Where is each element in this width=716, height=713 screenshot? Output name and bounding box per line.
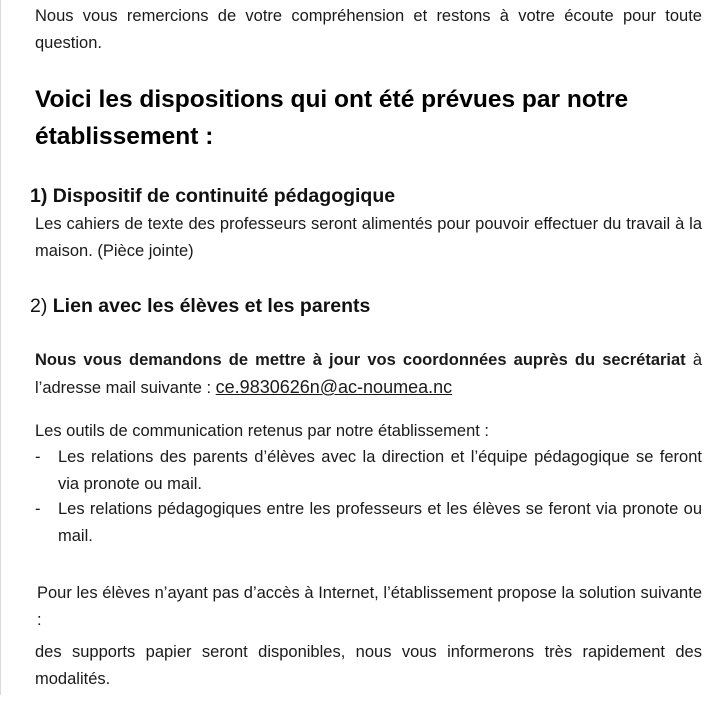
secretariat-email-link[interactable]: ce.9830626n@ac-noumea.nc xyxy=(215,377,453,397)
list-item xyxy=(35,496,702,550)
main-heading: Voici les dispositions qui ont été prévues par notre établissement : xyxy=(35,86,629,150)
list-item-text: Les relations des parents d’élèves avec la direction et l’équipe pédagogique se feront via pronote ou mail. xyxy=(58,448,702,493)
list-item xyxy=(35,444,702,498)
list-dash: - xyxy=(35,500,41,518)
section-1-number: 1) xyxy=(30,185,48,207)
list-item-text: Les relations pédagogiques entre les professeurs et les élèves se feront via pronote ou mail. xyxy=(58,500,702,545)
section-1-title: Dispositif de continuité pédagogique xyxy=(52,185,396,207)
section-1-heading xyxy=(30,183,395,209)
section-1-body: Les cahiers de texte des professeurs seront alimentés pour pouvoir effectuer du travail à la maison. (Pièce jointe) xyxy=(35,215,702,260)
internet-access-note: Pour les élèves n’ayant pas d’accès à Internet, l’établissement propose la solution suivante : xyxy=(37,584,702,629)
section-2-title: Lien avec les élèves et les parents xyxy=(52,295,371,317)
contact-update-request xyxy=(35,347,702,402)
section-2-number: 2) xyxy=(30,295,48,317)
communication-tools-intro: Les outils de communication retenus par notre établissement : xyxy=(35,422,489,440)
section-2-heading xyxy=(30,293,370,319)
intro-paragraph: Nous vous remercions de votre compréhension et restons à votre écoute pour toute question. xyxy=(35,7,702,52)
request-normal-text: à l’adresse mail suivante : xyxy=(35,351,703,397)
paper-support-solution: des supports papier seront disponibles, nous vous informerons très rapidement des modalités. xyxy=(35,643,702,688)
list-dash: - xyxy=(35,448,41,466)
request-bold-text: Nous vous demandons de mettre à jour vos coordonnées auprès du secrétariat xyxy=(35,351,686,369)
